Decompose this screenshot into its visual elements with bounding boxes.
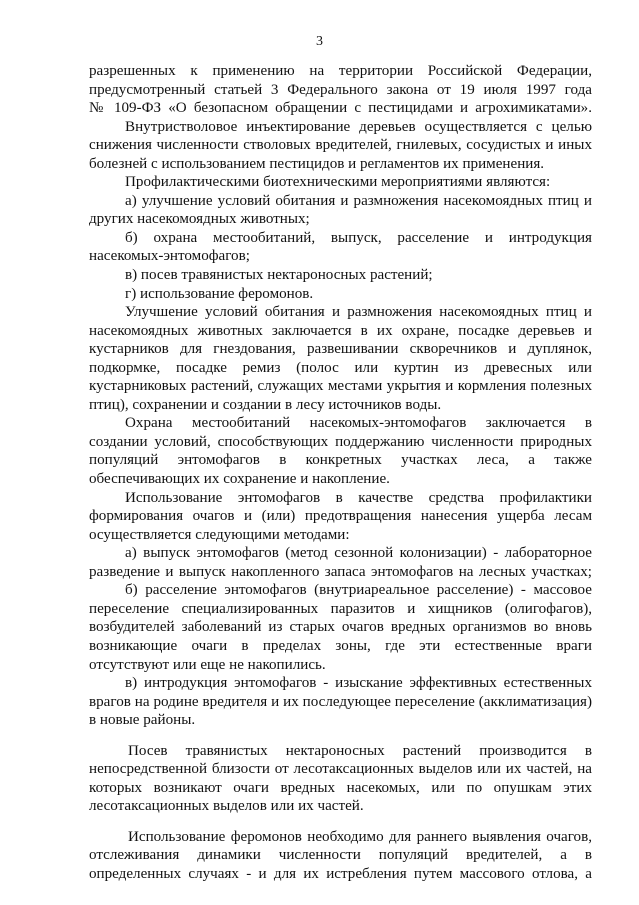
text-line: в) посев травянистых нектароносных растений;: [125, 267, 433, 284]
text-line: а) улучшение условий обитания и размножения насекомоядных птиц и: [125, 192, 592, 209]
text-line: возникающие очаги в пределах зоны, где эти естественные враги: [89, 637, 592, 654]
text-line: разрешенных к применению на территории Российской Федерации,: [89, 63, 592, 79]
text-line: Профилактическими биотехническими мероприятиями являются:: [125, 174, 551, 191]
text-line: которых возникают очаги вредных насекомых, или по опушкам этих: [89, 779, 592, 796]
text-line: отслеживания динамики численности популяций вредителей, а в: [89, 847, 592, 864]
text-line: лесотаксационных выделов или их частей.: [89, 798, 364, 815]
text-line: осуществляется следующими методами:: [89, 526, 350, 543]
text-line: кустарниковых растений, служащих местами укрытия и кормления полезных: [89, 378, 592, 395]
text-line: б) охрана местообитаний, выпуск, расселение и интродукция: [125, 229, 592, 246]
text-line: переселение специализированных паразитов и хищников (олигофагов),: [89, 600, 592, 617]
text-line: в новые районы.: [89, 712, 196, 729]
text-line: разведение и выпуск накопленного запаса энтомофагов на лесных участках;: [89, 563, 592, 580]
text-line: определенных случаях - и для их истребления путем массового отлова, а: [89, 865, 592, 882]
text-line: Охрана местообитаний насекомых-энтомофагов заключается в: [125, 415, 592, 432]
text-line: отсутствуют или еще не накопились.: [89, 656, 326, 673]
text-line: Использование феромонов необходимо для раннего выявления очагов,: [128, 828, 592, 845]
paragraph-gap: [89, 816, 592, 828]
text-line: создании условий, способствующих поддержанию численности природных: [89, 433, 592, 450]
text-line: Внутристволовое инъектирование деревьев осуществляется с целью: [125, 118, 592, 135]
text-line: других насекомоядных животных;: [89, 211, 310, 228]
document-body: [89, 62, 592, 884]
text-line: г) использование феромонов.: [125, 285, 314, 302]
text-line: в) интродукция энтомофагов - изыскание эффективных естественных: [125, 675, 592, 692]
text-line: насекомоядных животных заключается в их охране, посадке деревьев и: [89, 322, 592, 339]
text-line: а) выпуск энтомофагов (метод сезонной колонизации) - лабораторное: [125, 545, 592, 562]
page-number: 3: [316, 34, 323, 49]
text-line: птиц), сохранении и создании в лесу источников воды.: [89, 396, 442, 413]
text-line: врагов на родине вредителя и их последующее переселение (акклиматизация): [89, 693, 592, 710]
text-line: подкормке, посадке ремиз (полос или куртин из древесных или: [89, 359, 592, 376]
text-line: непосредственной близости от лесотаксационных выделов или их частей, на: [89, 761, 592, 778]
text-line: Улучшение условий обитания и размножения насекомоядных птиц и: [125, 304, 592, 321]
text-line: Использование энтомофагов в качестве средства профилактики: [125, 489, 592, 506]
text-line: снижения численности стволовых вредителей, гнилевых, сосудистых и иных: [89, 137, 592, 154]
text-line: кустарников для гнездования, развешивании скворечников и дуплянок,: [89, 341, 592, 358]
text-line: б) расселение энтомофагов (внутриареальное расселение) - массовое: [125, 582, 592, 599]
text-line: популяций энтомофагов в конкретных участках леса, а также: [89, 452, 592, 469]
text-line: возбудителей заболеваний из старых очагов вредных организмов во вновь: [89, 619, 592, 636]
text-line: Посев травянистых нектароносных растений производится в: [128, 742, 592, 759]
text-line: болезней с использованием пестицидов и регламентов их применения.: [89, 155, 545, 172]
text-line: предусмотренный статьей 3 Федерального закона от 19 июля 1997 года: [89, 81, 592, 98]
paragraph-gap: [89, 730, 592, 742]
text-line: насекомых-энтомофагов;: [89, 248, 250, 265]
text-line: № 109-ФЗ «О безопасном обращении с пестицидами и агрохимикатами».: [89, 100, 592, 117]
text-line: обеспечивающих их сохранение и накопление.: [89, 471, 390, 488]
text-line: формирования очагов и (или) предотвращения нанесения ущерба лесам: [89, 508, 592, 525]
